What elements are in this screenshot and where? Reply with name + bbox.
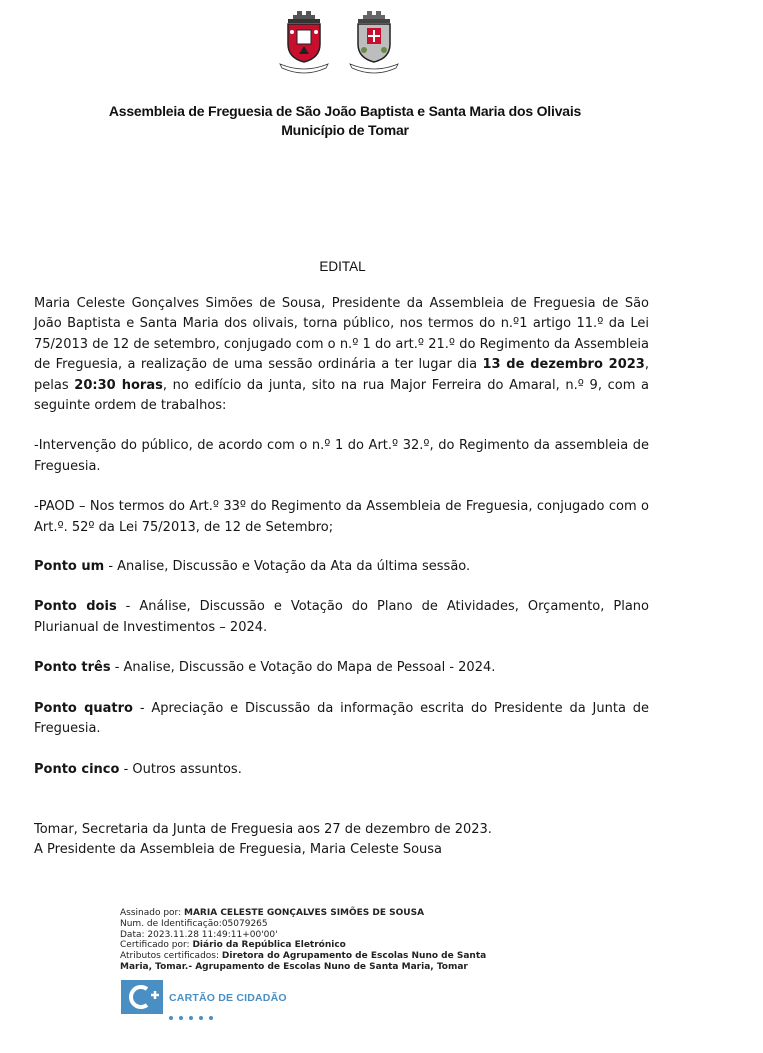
document-body [34, 294, 649, 861]
signature-date: 2023.11.28 11:49:11+00'00' [147, 929, 278, 940]
document-header [0, 102, 690, 140]
sao-joao-baptista-crest [276, 10, 332, 76]
agenda-item-public: -Intervenção do público, de acordo com o n.º 1 do Art.º 32.º, do Regimento da assembleia de Freguesia. [34, 438, 649, 474]
santa-maria-dos-olivais-crest [346, 10, 402, 76]
session-time: 20:30 horas [74, 377, 163, 393]
agenda-point-1: Ponto um - Analise, Discussão e Votação da Ata da última sessão. [34, 559, 471, 575]
agenda-item-paod: -PAOD – Nos termos do Art.º 33º do Regimento da Assembleia de Freguesia, conjugado com o Art.º. 52º da Lei 75/2013, de 12 de Setembro; [34, 499, 649, 535]
certified-attributes: Diretora do Agrupamento de Escolas Nuno de Santa [221, 951, 487, 962]
agenda-point-3: Ponto três - Analise, Discussão e Votação do Mapa de Pessoal - 2024. [34, 660, 496, 676]
closing-place-date: Tomar, Secretaria da Junta de Freguesia aos 27 de dezembro de 2023. [34, 821, 492, 837]
session-date: 13 de dezembro 2023 [482, 357, 645, 373]
signer-name: MARIA CELESTE GONÇALVES SIMÕES DE SOUSA [184, 908, 425, 918]
agenda-point-2: Ponto dois - Análise, Discussão e Votação do Plano de Atividades, Orçamento, Plano Plurianual de Investimentos – 2024. [34, 599, 649, 635]
cartao-cidadao-label: CARTÃO DE CIDADÃO [169, 992, 287, 1004]
cartao-cidadao-dots [169, 1007, 219, 1025]
cartao-cidadao-badge [121, 980, 321, 1016]
crests-group [272, 10, 412, 78]
signer-id: 05079265 [221, 918, 268, 929]
intro-paragraph: Maria Celeste Gonçalves Simões de Sousa, Presidente da Assembleia de Freguesia de São João Baptista e Santa Maria dos olivais, torna público, nos termos do n.º1 artigo 11.º da Lei 75/2013 de 12 de setembro, conjugado com o n.º 1 do art.º 21.º do Regimento da Assembleia de Freguesia, a realização de uma sessão ordinária a ter lugar dia 13 de dezembro 2023, pelas 20:30 horas, no edifício da junta, sito na rua Major Ferreira do Amaral, n.º 9, com a seguinte ordem de trabalhos: [34, 296, 650, 414]
closing-signature: A Presidente da Assembleia de Freguesia, Maria Celeste Sousa [34, 842, 443, 858]
certifier: Diário da República Eletrónico [192, 940, 346, 951]
agenda-point-4: Ponto quatro - Apreciação e Discussão da informação escrita do Presidente da Junta de Freguesia. [34, 700, 649, 737]
agenda-point-5: Ponto cinco - Outros assuntos. [34, 761, 242, 777]
assembly-name: Assembleia de Freguesia de São João Baptista e Santa Maria dos Olivais [108, 103, 582, 119]
digital-signature-block: Assinado por: MARIA CELESTE GONÇALVES SIMÕES DE SOUSA Num. de Identificação:05079265 Data: 2023.11.28 11:49:11+00'00' Certificado por: Diário da República Eletrónico Atributos certificados: Diretora do Agrupamento de Escolas Nuno de Santa Maria, Tomar.- Agrupamento de Escolas Nuno de Santa Maria, Tomar [120, 908, 487, 972]
municipality-name: Município de Tomar [281, 122, 409, 138]
document-title: EDITAL [319, 259, 366, 274]
cartao-cidadao-icon [121, 980, 163, 1014]
